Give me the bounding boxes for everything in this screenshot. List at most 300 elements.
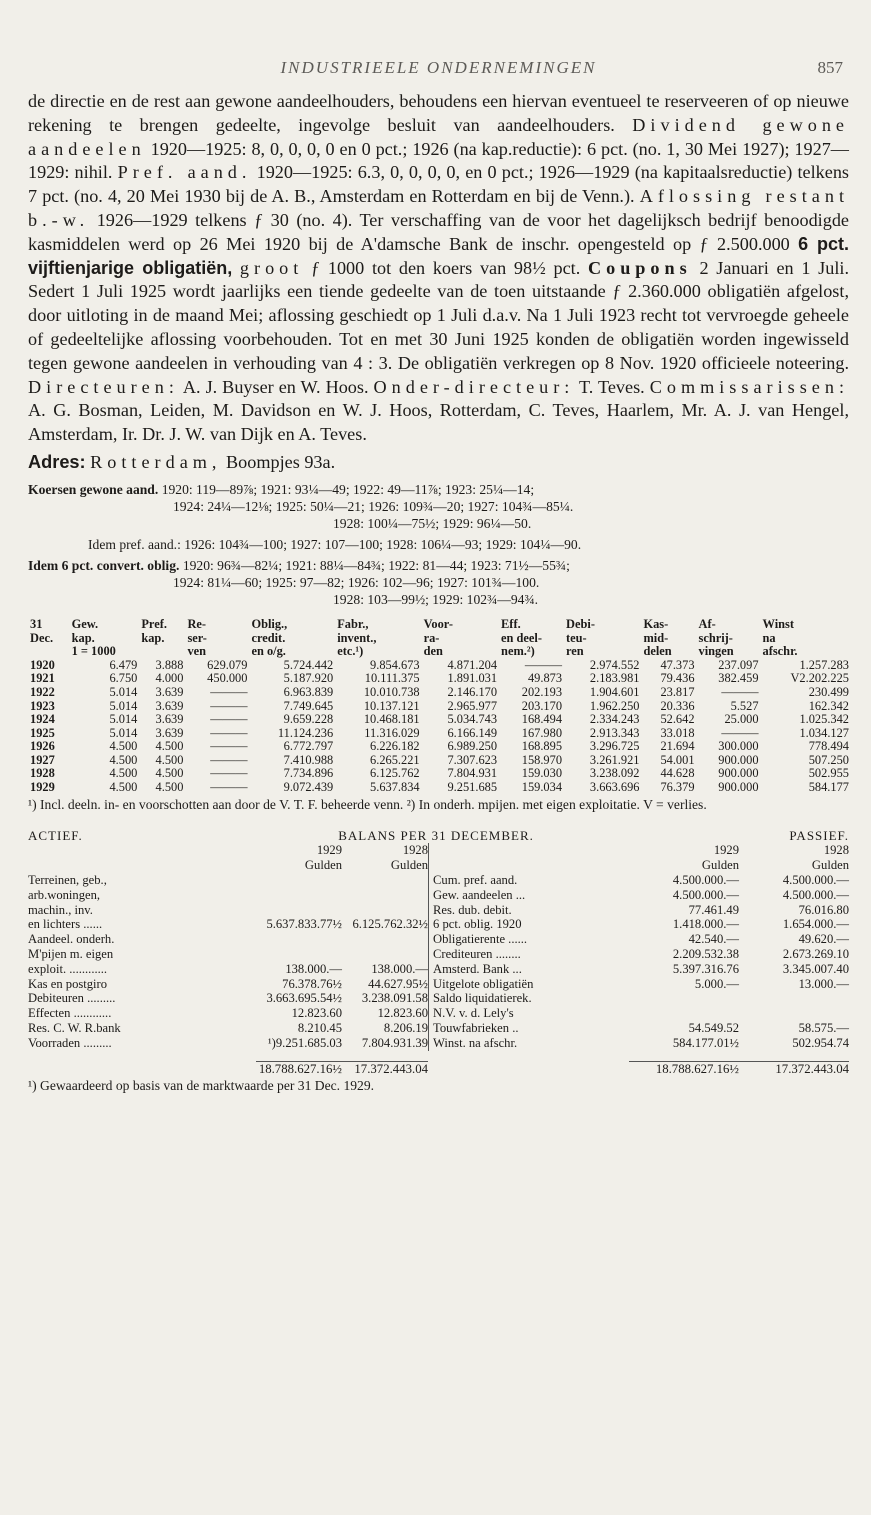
commissioners-label: Commissarissen: bbox=[649, 376, 850, 397]
list-item bbox=[28, 991, 428, 1006]
groot-label: groot bbox=[239, 257, 304, 278]
table-cell: 4.871.204 bbox=[447, 657, 498, 672]
table-cell: 1925 bbox=[30, 725, 55, 740]
table-cell: 6.750 bbox=[109, 671, 138, 686]
list-item bbox=[28, 962, 428, 977]
balance-item-label: en lichters ...... bbox=[28, 917, 103, 932]
table-header-cell: kap. bbox=[71, 630, 95, 645]
subdirector-label: Onder-directeur: bbox=[373, 376, 575, 397]
balance-item-value: 58.575.— bbox=[798, 1021, 849, 1036]
table-cell: 1928 bbox=[30, 766, 55, 781]
list-item bbox=[28, 1006, 428, 1021]
balance-item-value: 2.209.532.38 bbox=[672, 947, 739, 962]
table-cell: 5.724.442 bbox=[283, 657, 334, 672]
balance-item-value bbox=[342, 903, 428, 918]
balance-item-value: ¹)9.251.685.03 bbox=[267, 1035, 342, 1050]
table-cell: 1.904.601 bbox=[589, 684, 640, 699]
list-item bbox=[433, 1021, 849, 1036]
table-cell: 2.146.170 bbox=[447, 684, 498, 699]
balance-item-label: 6 pct. oblig. 1920 bbox=[433, 917, 522, 932]
table-cell: 1.025.342 bbox=[799, 712, 849, 727]
balance-item-value: 1.654.000.— bbox=[782, 917, 849, 932]
table-cell: 4.500 bbox=[109, 780, 138, 795]
balance-assets bbox=[28, 843, 428, 1050]
table-cell: 237.097 bbox=[718, 657, 759, 672]
table-cell: 1926 bbox=[30, 739, 55, 754]
table-header-cell: teu- bbox=[566, 630, 587, 645]
table-cell: 5.014 bbox=[109, 698, 138, 713]
table-cell: 10.137.121 bbox=[363, 698, 420, 713]
balance-item-label: Winst. na afschr. bbox=[433, 1035, 518, 1050]
price-line: 1920: 119—89⅞; 1921: 93¼—49; 1922: 49—11⅞; 1923: 25¼—14; bbox=[161, 481, 535, 497]
table-header-cell: Eff. bbox=[501, 616, 521, 631]
balance-item-value: 4.500.000.— bbox=[672, 873, 739, 888]
balance-item-value: 7.804.931.39 bbox=[361, 1035, 428, 1050]
table-row bbox=[28, 672, 851, 686]
table-cell: ——— bbox=[210, 712, 248, 727]
coupons-label: Coupons bbox=[587, 257, 692, 278]
table-cell: 167.980 bbox=[521, 725, 563, 740]
table-header-cell: Re- bbox=[187, 616, 207, 631]
balance-item-value: 6.125.762.32½ bbox=[352, 917, 428, 932]
balance-item-value: 138.000.— bbox=[371, 961, 428, 976]
balance-item-value: 44.627.95½ bbox=[368, 976, 428, 991]
address-city: Rotterdam, bbox=[90, 451, 222, 472]
table-row bbox=[28, 686, 851, 700]
list-item bbox=[433, 888, 849, 903]
balance-item-label: Aandeel. onderh. bbox=[28, 932, 115, 947]
table-header-cell: ra- bbox=[423, 630, 440, 645]
table-cell: 502.955 bbox=[808, 766, 849, 781]
table-cell: 159.034 bbox=[521, 780, 563, 795]
table-cell: 76.379 bbox=[660, 780, 695, 795]
balance-item-value: 76.016.80 bbox=[798, 902, 849, 917]
table-cell: 3.639 bbox=[155, 725, 184, 740]
list-item bbox=[433, 1006, 849, 1021]
table-row bbox=[28, 767, 851, 781]
balance-sheet bbox=[28, 829, 849, 1095]
table-row bbox=[28, 727, 851, 741]
balance-item-value bbox=[342, 873, 428, 888]
unit-header: Gulden bbox=[304, 858, 342, 873]
table-cell: 5.527 bbox=[730, 698, 759, 713]
table-header-cell: 31 bbox=[30, 616, 43, 631]
table-cell: ——— bbox=[210, 766, 248, 781]
balance-item-label: N.V. v. d. Lely's bbox=[433, 1006, 514, 1021]
table-cell: 159.030 bbox=[521, 766, 563, 781]
table-cell: 7.734.896 bbox=[283, 766, 334, 781]
table-cell: 230.499 bbox=[808, 684, 849, 699]
table-cell: 5.187.920 bbox=[283, 671, 334, 686]
list-item bbox=[28, 977, 428, 992]
table-cell: 382.459 bbox=[718, 671, 759, 686]
table-cell: 4.500 bbox=[109, 752, 138, 767]
price-line: 1926: 104¾—100; 1927: 107—100; 1928: 106¼—93; 1929: 104¼—90. bbox=[184, 536, 582, 552]
table-header-cell: ser- bbox=[187, 630, 207, 645]
table-cell: 9.659.228 bbox=[283, 712, 334, 727]
list-item bbox=[28, 917, 428, 932]
list-item bbox=[28, 1021, 428, 1036]
list-item bbox=[433, 977, 849, 992]
balance-item-label: Amsterd. Bank ... bbox=[433, 961, 522, 976]
table-cell: 20.336 bbox=[660, 698, 695, 713]
unit-header: Gulden bbox=[811, 858, 849, 873]
table-cell: 4.500 bbox=[109, 766, 138, 781]
table-row bbox=[28, 754, 851, 768]
table-cell: 3.888 bbox=[155, 657, 184, 672]
list-item bbox=[433, 962, 849, 977]
table-cell: 5.014 bbox=[109, 725, 138, 740]
price-lead: Koersen gewone aand. bbox=[28, 481, 159, 497]
table-cell: 1920 bbox=[30, 657, 55, 672]
balance-item-label: Debiteuren ......... bbox=[28, 991, 116, 1006]
balance-item-value: 4.500.000.— bbox=[672, 887, 739, 902]
table-header-cell: schrij- bbox=[698, 630, 733, 645]
table-header-cell: Gew. bbox=[71, 616, 99, 631]
balance-item-label: Gew. aandeelen ... bbox=[433, 887, 526, 902]
table-header-row bbox=[28, 618, 851, 632]
total-value: 17.372.443.04 bbox=[739, 1061, 849, 1077]
table-cell: 3.261.921 bbox=[589, 752, 640, 767]
balance-item-value: 49.620.— bbox=[798, 932, 849, 947]
table-cell: 4.500 bbox=[155, 739, 184, 754]
balance-item-label: Terreinen, geb., bbox=[28, 873, 107, 888]
table-cell: 6.479 bbox=[109, 657, 138, 672]
table-cell: 3.296.725 bbox=[589, 739, 640, 754]
table-cell: ——— bbox=[210, 684, 248, 699]
table-cell: ——— bbox=[721, 725, 759, 740]
table-cell: 168.895 bbox=[521, 739, 563, 754]
table-cell: 2.913.343 bbox=[589, 725, 640, 740]
year-header: 1928 bbox=[402, 843, 428, 858]
table-cell: 52.642 bbox=[660, 712, 695, 727]
balance-item-value bbox=[256, 947, 342, 962]
price-line: 1928: 103—99½; 1929: 102¾—94¾. bbox=[333, 591, 539, 607]
table-row bbox=[28, 713, 851, 727]
table-cell: 1927 bbox=[30, 752, 55, 767]
balance-header bbox=[28, 829, 849, 844]
table-header-cell: en o/g. bbox=[251, 644, 286, 659]
balance-item-value: 8.206.19 bbox=[383, 1021, 428, 1036]
table-header-row bbox=[28, 645, 851, 659]
table-header-cell bbox=[28, 645, 70, 659]
table-cell: 10.111.375 bbox=[364, 671, 420, 686]
actief-label: ACTIEF. bbox=[28, 827, 83, 843]
coupons-text: 2 Januari en 1 Juli. Sedert 1 Juli 1925 wordt jaarlijks een tiende gedeelte van de toen uitstaande ƒ 2.360.000 obligatiën afgelost, door uitloting in de maand Mei; aflossing geschiedt op 1 Juli d.a.v. Na 1 Juli 1923 recht tot vervroegde geheele of gedeeltelijke aflossing voorbehouden. Tot en met 30 Juni 1925 konden de obligatiën worden ingewisseld tegen gewone aandeelen in verhouding van 4 : 3. De obligatiën verkregen op 8 Nov. 1920 officieele noteering. bbox=[28, 257, 849, 373]
table-row bbox=[28, 781, 851, 795]
table-header-row bbox=[28, 632, 851, 646]
balance-item-label: Saldo liquidatierek. bbox=[433, 991, 532, 1006]
balance-footnote: ¹) Gewaardeerd op basis van de marktwaarde per 31 Dec. 1929. bbox=[28, 1078, 375, 1094]
table-cell: ——— bbox=[524, 657, 563, 672]
balance-item-label: Cum. pref. aand. bbox=[433, 873, 518, 888]
balance-item-value: 12.823.60 bbox=[291, 1006, 342, 1021]
table-cell: 6.125.762 bbox=[370, 766, 420, 781]
table-cell: 3.639 bbox=[155, 684, 184, 699]
obligation-text: ƒ 1000 tot den koers van 98½ pct. bbox=[311, 257, 581, 278]
table-cell: 5.014 bbox=[109, 684, 138, 699]
table-cell: 6.226.182 bbox=[370, 739, 420, 754]
balance-item-label: Res. dub. debit. bbox=[433, 902, 512, 917]
balance-item-value bbox=[342, 947, 428, 962]
table-cell: 3.639 bbox=[155, 712, 184, 727]
table-cell: 1929 bbox=[30, 780, 55, 795]
balance-item-value bbox=[342, 932, 428, 947]
aflossing-label: Aflossing restant b.-w. bbox=[28, 186, 849, 230]
balance-item-value bbox=[629, 991, 739, 1006]
year-header: 1929 bbox=[713, 843, 739, 858]
table-cell: V2.202.225 bbox=[790, 671, 849, 686]
list-item bbox=[433, 903, 849, 918]
balance-item-label: machin., inv. bbox=[28, 902, 93, 917]
table-cell: 9.072.439 bbox=[283, 780, 334, 795]
address-line bbox=[28, 449, 849, 475]
balance-item-label: M'pijen m. eigen bbox=[28, 947, 114, 962]
table-cell: 4.500 bbox=[155, 780, 184, 795]
balance-item-value: 76.378.76½ bbox=[282, 976, 342, 991]
table-cell: 3.663.696 bbox=[589, 780, 640, 795]
balance-item-value: 5.397.316.76 bbox=[672, 961, 739, 976]
balance-item-value: 502.954.74 bbox=[792, 1035, 849, 1050]
table-cell: 507.250 bbox=[808, 752, 849, 767]
table-cell: 2.965.977 bbox=[447, 698, 498, 713]
price-block-pref bbox=[28, 536, 849, 553]
running-head bbox=[28, 50, 849, 90]
table-row bbox=[28, 700, 851, 714]
table-cell: 11.316.029 bbox=[364, 725, 420, 740]
table-cell: 9.854.673 bbox=[370, 657, 420, 672]
table-cell: 23.817 bbox=[660, 684, 695, 699]
price-line: 1928: 100¼—75½; 1929: 96¼—50. bbox=[333, 515, 532, 531]
price-block-gewone bbox=[28, 481, 849, 532]
price-line: 1924: 24¼—12⅛; 1925: 50¼—21; 1926: 109¾—20; 1927: 104¾—85¼. bbox=[173, 498, 574, 514]
table-header-cell: Dec. bbox=[30, 630, 54, 645]
price-block-convert bbox=[28, 557, 849, 608]
table-header-cell: Oblig., bbox=[251, 616, 288, 631]
balance-liabilities bbox=[428, 843, 849, 1050]
table-cell: ——— bbox=[721, 684, 759, 699]
balance-item-value: 13.000.— bbox=[798, 976, 849, 991]
table-cell: 5.014 bbox=[109, 712, 138, 727]
balance-item-value: 4.500.000.— bbox=[782, 887, 849, 902]
price-line: 1924: 81¼—60; 1925: 97—82; 1926: 102—96; 1927: 101¾—100. bbox=[173, 574, 540, 590]
balance-item-value: 5.000.— bbox=[694, 976, 739, 991]
balance-columns bbox=[28, 843, 849, 1050]
list-item bbox=[28, 888, 428, 903]
table-cell: 7.307.623 bbox=[447, 752, 498, 767]
price-lead: Idem 6 pct. convert. oblig. bbox=[28, 557, 180, 573]
balance-item-value: 3.238.091.58 bbox=[361, 991, 428, 1006]
pref-label: Pref. aand. bbox=[117, 162, 252, 183]
balance-item-value: 12.823.60 bbox=[377, 1006, 428, 1021]
balance-item-value bbox=[256, 888, 342, 903]
table-cell: 7.804.931 bbox=[447, 766, 498, 781]
balance-totals bbox=[28, 1061, 849, 1077]
total-value: 18.788.627.16½ bbox=[629, 1061, 739, 1077]
total-value: 18.788.627.16½ bbox=[256, 1061, 342, 1077]
table-cell: 6.989.250 bbox=[447, 739, 498, 754]
pref-text: 1920—1925: 6.3, 0, 0, 0, 0, en 0 pct.; 1926—1929 (na kapitaalsreductie) telkens 7 pct. (no. 4, 20 Mei 1930 bij de A. B., Amsterdam en Rotterdam en bij de Venn.). bbox=[28, 162, 850, 207]
table-cell: 1.034.127 bbox=[799, 725, 849, 740]
commissioners-text: A. G. Bosman, Leiden, M. Davidson en W. J. Hoos, Rotterdam, C. Teves, Haarlem, Mr. A. J. van Hengel, Amsterdam, Ir. Dr. J. W. van Dijk en A. Teves. bbox=[28, 400, 849, 445]
balance-item-label: Res. C. W. R.bank bbox=[28, 1021, 121, 1036]
table-header-cell: 1 = 1000 bbox=[71, 644, 116, 659]
table-cell: 900.000 bbox=[718, 780, 759, 795]
table-cell: 450.000 bbox=[207, 671, 248, 686]
price-history bbox=[28, 481, 849, 608]
table-cell: 6.772.797 bbox=[283, 739, 334, 754]
list-item bbox=[433, 917, 849, 932]
table-header-cell: ren bbox=[566, 644, 584, 659]
table-cell: 6.265.221 bbox=[370, 752, 420, 767]
table-header-cell: invent., bbox=[337, 630, 377, 645]
table-cell: 44.628 bbox=[660, 766, 695, 781]
table-cell: 629.079 bbox=[207, 657, 248, 672]
address-street: Boompjes 93a. bbox=[226, 451, 336, 472]
balance-item-value bbox=[256, 932, 342, 947]
total-value: 17.372.443.04 bbox=[342, 1061, 428, 1077]
table-cell: 4.500 bbox=[155, 752, 184, 767]
table-cell: 6.166.149 bbox=[447, 725, 498, 740]
page-number: 857 bbox=[817, 58, 843, 77]
balance-item-value: 54.549.52 bbox=[688, 1021, 739, 1036]
table-cell: 49.873 bbox=[527, 671, 563, 686]
table-cell: 79.436 bbox=[660, 671, 695, 686]
table-header-cell: etc.¹) bbox=[337, 644, 364, 659]
table-row bbox=[28, 740, 851, 754]
table-cell: ——— bbox=[210, 739, 248, 754]
unit-header: Gulden bbox=[390, 858, 428, 873]
table-cell: 4.500 bbox=[155, 766, 184, 781]
list-item bbox=[433, 947, 849, 962]
table-cell: 7.749.645 bbox=[283, 698, 334, 713]
list-item bbox=[28, 873, 428, 888]
directors-label: Directeuren: bbox=[28, 376, 179, 397]
table-header-cell: den bbox=[423, 644, 443, 659]
price-line: 1920: 96¾—82¼; 1921: 88¼—84¾; 1922: 81—44; 1923: 71½—55¾; bbox=[182, 557, 570, 573]
table-cell: 3.639 bbox=[155, 698, 184, 713]
table-cell: ——— bbox=[210, 725, 248, 740]
balance-item-value bbox=[256, 903, 342, 918]
table-header-cell: ven bbox=[187, 644, 207, 659]
dividend-label: Dividend gewone aandeelen bbox=[28, 114, 850, 159]
table-cell: 1921 bbox=[30, 671, 55, 686]
table-header-cell: Voor- bbox=[423, 616, 453, 631]
directors-text: A. J. Buyser en W. Hoos. bbox=[182, 376, 369, 397]
table-cell: ——— bbox=[210, 698, 248, 713]
table-header-cell: Winst bbox=[762, 616, 794, 631]
table-cell: 10.010.738 bbox=[363, 684, 420, 699]
table-header-cell: nem.²) bbox=[501, 644, 535, 659]
table-cell: 2.974.552 bbox=[589, 657, 640, 672]
table-header-cell: Kas- bbox=[643, 616, 669, 631]
balance-item-value: 584.177.01½ bbox=[672, 1035, 739, 1050]
table-cell: 162.342 bbox=[808, 698, 849, 713]
list-item bbox=[28, 903, 428, 918]
stats-footnote: ¹) Incl. deeln. in- en voorschotten aan door de V. T. F. beheerde venn. ²) In onderh. mpijen. met eigen exploitatie. V = verlies. bbox=[28, 796, 707, 812]
balance-item-value: 5.637.833.77½ bbox=[266, 917, 342, 932]
table-cell: 6.963.839 bbox=[283, 684, 334, 699]
table-header-cell: delen bbox=[643, 644, 672, 659]
table-header-cell: Af- bbox=[698, 616, 716, 631]
financial-stats-table bbox=[28, 618, 851, 795]
balance-item-label: arb.woningen, bbox=[28, 887, 101, 902]
table-header-cell: Pref. bbox=[141, 616, 167, 631]
table-cell: 1.891.031 bbox=[447, 671, 498, 686]
balance-item-value: 3.663.695.54½ bbox=[266, 991, 342, 1006]
table-cell: 158.970 bbox=[521, 752, 563, 767]
list-item bbox=[433, 873, 849, 888]
balance-item-value bbox=[739, 1006, 849, 1021]
table-cell: 1924 bbox=[30, 712, 55, 727]
balance-item-label: Uitgelote obligatiën bbox=[433, 976, 534, 991]
balance-item-value: 2.673.269.10 bbox=[782, 947, 849, 962]
list-item bbox=[28, 1036, 428, 1051]
year-header: 1929 bbox=[316, 843, 342, 858]
list-item bbox=[433, 991, 849, 1006]
table-cell: 1922 bbox=[30, 684, 55, 699]
passief-label: PASSIEF. bbox=[789, 827, 849, 843]
table-cell: 300.000 bbox=[718, 739, 759, 754]
balance-item-value: 77.461.49 bbox=[688, 902, 739, 917]
balance-item-label: Obligatierente ...... bbox=[433, 932, 528, 947]
table-cell: 25.000 bbox=[724, 712, 759, 727]
table-cell: 1923 bbox=[30, 698, 55, 713]
balance-item-value: 42.540.— bbox=[688, 932, 739, 947]
balance-item-value: 8.210.45 bbox=[297, 1021, 342, 1036]
table-cell: 900.000 bbox=[718, 766, 759, 781]
table-cell: 3.238.092 bbox=[589, 766, 640, 781]
table-cell: 1.962.250 bbox=[589, 698, 640, 713]
balance-item-value: 1.418.000.— bbox=[672, 917, 739, 932]
balance-item-label: exploit. ............ bbox=[28, 961, 108, 976]
table-cell: 2.183.981 bbox=[589, 671, 640, 686]
table-cell: 1.257.283 bbox=[799, 657, 849, 672]
unit-header: Gulden bbox=[701, 858, 739, 873]
balance-item-label: Effecten ............ bbox=[28, 1006, 112, 1021]
table-cell: 10.468.181 bbox=[363, 712, 420, 727]
balance-item-value: 3.345.007.40 bbox=[782, 961, 849, 976]
obligation-label: 6 pct. vijftienjarige obligatiën, bbox=[28, 233, 849, 278]
balance-item-label: Voorraden ......... bbox=[28, 1035, 112, 1050]
table-header-cell: kap. bbox=[141, 630, 165, 645]
table-header-cell bbox=[139, 645, 185, 659]
table-cell: 5.637.834 bbox=[370, 780, 420, 795]
table-row bbox=[28, 659, 851, 673]
aflossing-text: 1926—1929 telkens ƒ 30 (no. 4). Ter verschaffing van de voor het dagelijksch bedrijf benoodigde kasmiddelen werd op 26 Mei 1920 bij de A'damsche Bank de inschr. opengesteld op ƒ 2.500.000 bbox=[28, 209, 849, 254]
table-header-cell: vingen bbox=[698, 644, 734, 659]
table-cell: 21.694 bbox=[660, 739, 695, 754]
table-cell: ——— bbox=[210, 780, 248, 795]
balance-item-label: Crediteuren ........ bbox=[433, 947, 521, 962]
balance-item-value: 4.500.000.— bbox=[782, 873, 849, 888]
table-header-cell: na bbox=[762, 630, 776, 645]
price-lead: Idem pref. aand.: bbox=[88, 536, 181, 552]
balance-item-value: 138.000.— bbox=[285, 961, 342, 976]
table-cell: 11.124.236 bbox=[277, 725, 334, 740]
balance-item-value bbox=[629, 1006, 739, 1021]
table-cell: 5.034.743 bbox=[447, 712, 498, 727]
balance-item-value bbox=[739, 991, 849, 1006]
table-header-cell: Fabr., bbox=[337, 616, 369, 631]
company-description bbox=[28, 90, 849, 447]
table-cell: 4.000 bbox=[155, 671, 184, 686]
table-cell: 7.410.988 bbox=[283, 752, 334, 767]
balance-item-label: Touwfabrieken .. bbox=[433, 1021, 519, 1036]
list-item bbox=[28, 932, 428, 947]
table-header-cell: Debi- bbox=[566, 616, 595, 631]
balance-item-value bbox=[342, 888, 428, 903]
